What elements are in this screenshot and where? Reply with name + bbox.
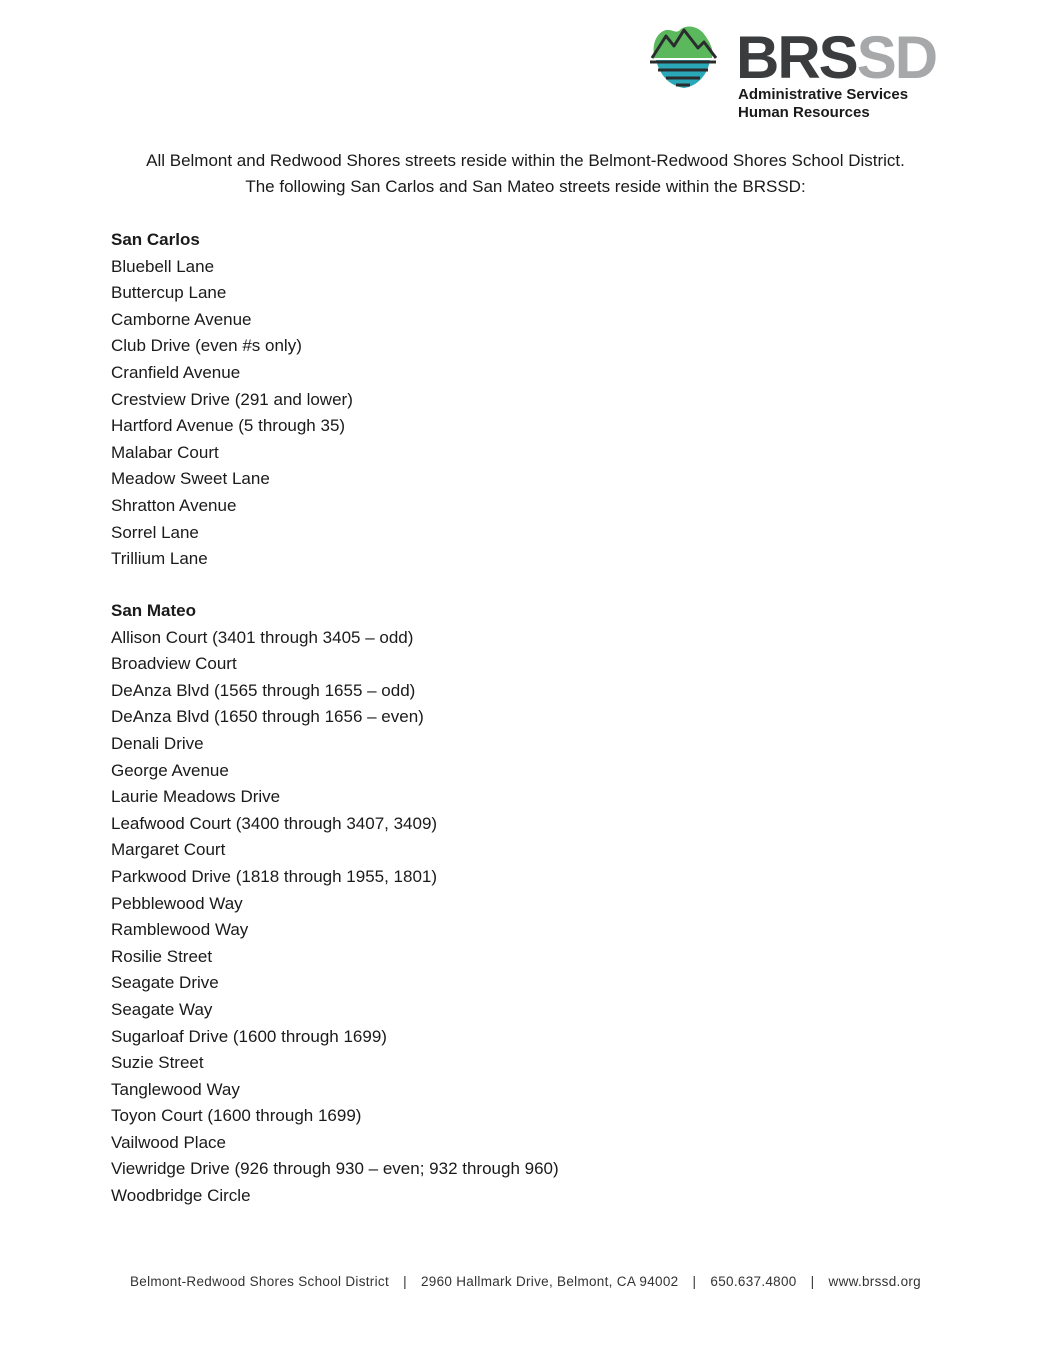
list-item: Parkwood Drive (1818 through 1955, 1801) [111,866,438,886]
list-item: Tanglewood Way [111,1079,240,1099]
logo-subtitle-hr: Human Resources [738,104,870,121]
san-carlos-section [111,227,353,573]
list-item: Ramblewood Way [111,920,249,940]
list-item: Cranfield Avenue [111,362,241,382]
list-item: Club Drive (even #s only) [111,336,302,356]
list-item: Camborne Avenue [111,309,252,329]
list-item: Woodbridge Circle [111,1186,251,1206]
footer-phone: 650.637.4800 [710,1274,797,1289]
logo-subtitle-administrative: Administrative Services [738,86,909,103]
list-item: Malabar Court [111,442,219,462]
brssd-logo [648,24,948,124]
page-footer [0,1274,1051,1289]
list-item: Toyon Court (1600 through 1699) [111,1106,362,1126]
list-item: Hartford Avenue (5 through 35) [111,416,346,436]
list-item: Rosilie Street [111,946,213,966]
list-item: Crestview Drive (291 and lower) [111,389,353,409]
list-item: Sugarloaf Drive (1600 through 1699) [111,1026,387,1046]
list-item: DeAnza Blvd (1650 through 1656 – even) [111,707,424,727]
san-carlos-heading: San Carlos [111,230,200,249]
list-item: Suzie Street [111,1053,204,1073]
list-item: Shratton Avenue [111,495,237,515]
footer-separator: | [403,1274,407,1289]
intro-line-2: The following San Carlos and San Mateo streets reside within the BRSSD: [245,177,806,196]
list-item: Buttercup Lane [111,283,227,303]
list-item: Leafwood Court (3400 through 3407, 3409) [111,813,438,833]
list-item: Margaret Court [111,840,226,860]
list-item: Meadow Sweet Lane [111,469,270,489]
logo-wordmark [736,24,937,91]
list-item: Trillium Lane [111,549,208,569]
list-item: Bluebell Lane [111,256,215,276]
list-item: Sorrel Lane [111,522,199,542]
list-item: Viewridge Drive (926 through 930 – even; 932 through 960) [111,1159,559,1179]
list-item: Seagate Drive [111,973,219,993]
footer-separator: | [692,1274,697,1289]
intro-line-1: All Belmont and Redwood Shores streets reside within the Belmont-Redwood Shores School District. [146,151,905,170]
list-item: Pebblewood Way [111,893,243,913]
list-item: DeAnza Blvd (1565 through 1655 – odd) [111,680,416,700]
list-item: Broadview Court [111,654,237,674]
footer-website-link[interactable]: www.brssd.org [828,1274,921,1289]
mountain-lake-logo-icon [648,24,718,94]
logo-wordmark-dark: BRS [736,24,857,91]
list-item: Denali Drive [111,733,204,753]
footer-address: 2960 Hallmark Drive, Belmont, CA 94002 [420,1274,679,1289]
list-item: Seagate Way [111,999,213,1019]
san-mateo-heading: San Mateo [111,601,197,620]
list-item: Allison Court (3401 through 3405 – odd) [111,627,414,647]
footer-org: Belmont-Redwood Shores School District [130,1274,390,1289]
footer-separator: | [810,1274,815,1289]
list-item: Vailwood Place [111,1132,226,1152]
logo-wordmark-light: SD [856,24,937,91]
list-item: George Avenue [111,760,229,780]
intro-text [0,148,1051,200]
list-item: Laurie Meadows Drive [111,787,281,807]
san-mateo-section [111,598,559,1210]
